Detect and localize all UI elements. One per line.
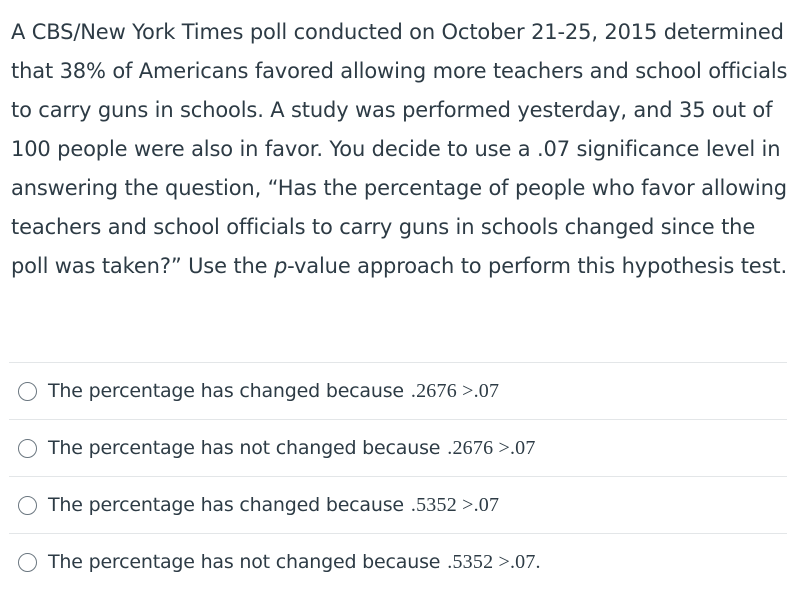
- answer-label: The percentage has changed because: [48, 380, 404, 402]
- question-p-italic: p: [273, 254, 288, 278]
- radio-button-3[interactable]: [18, 496, 37, 515]
- answer-math: .2676 >.07: [447, 436, 536, 459]
- answer-math: .5352 >.07: [410, 493, 500, 516]
- answer-label: The percentage has not changed because: [48, 551, 441, 573]
- question-text: [11, 13, 791, 286]
- question-part-1: A CBS/New York Times poll conducted on October 21-25, 2015 determined that 38% of Americans favored allowing more teachers and school officials to carry guns in schools. A study was performed yesterday, and 35 out of 100 people were also in favor. You decide to use a .07 significance level in answering the question, “Has the percentage of people who favor allowing teachers and school officials to carry guns in schools changed since the poll was taken?” Use the: [11, 20, 788, 278]
- answer-option-1[interactable]: [9, 362, 787, 419]
- answer-label: The percentage has not changed because: [48, 437, 441, 459]
- answer-list: [9, 362, 787, 590]
- answer-math: .5352 >.07.: [447, 550, 541, 573]
- answer-option-4[interactable]: [9, 533, 787, 590]
- radio-button-4[interactable]: [18, 553, 37, 572]
- answer-option-3[interactable]: [9, 476, 787, 533]
- answer-label: The percentage has changed because: [48, 494, 404, 516]
- answer-math: .2676 >.07: [410, 379, 500, 402]
- radio-button-1[interactable]: [18, 382, 37, 401]
- answer-option-2[interactable]: [9, 419, 787, 476]
- question-part-2: -value approach to perform this hypothesis test.: [287, 254, 787, 278]
- radio-button-2[interactable]: [18, 439, 37, 458]
